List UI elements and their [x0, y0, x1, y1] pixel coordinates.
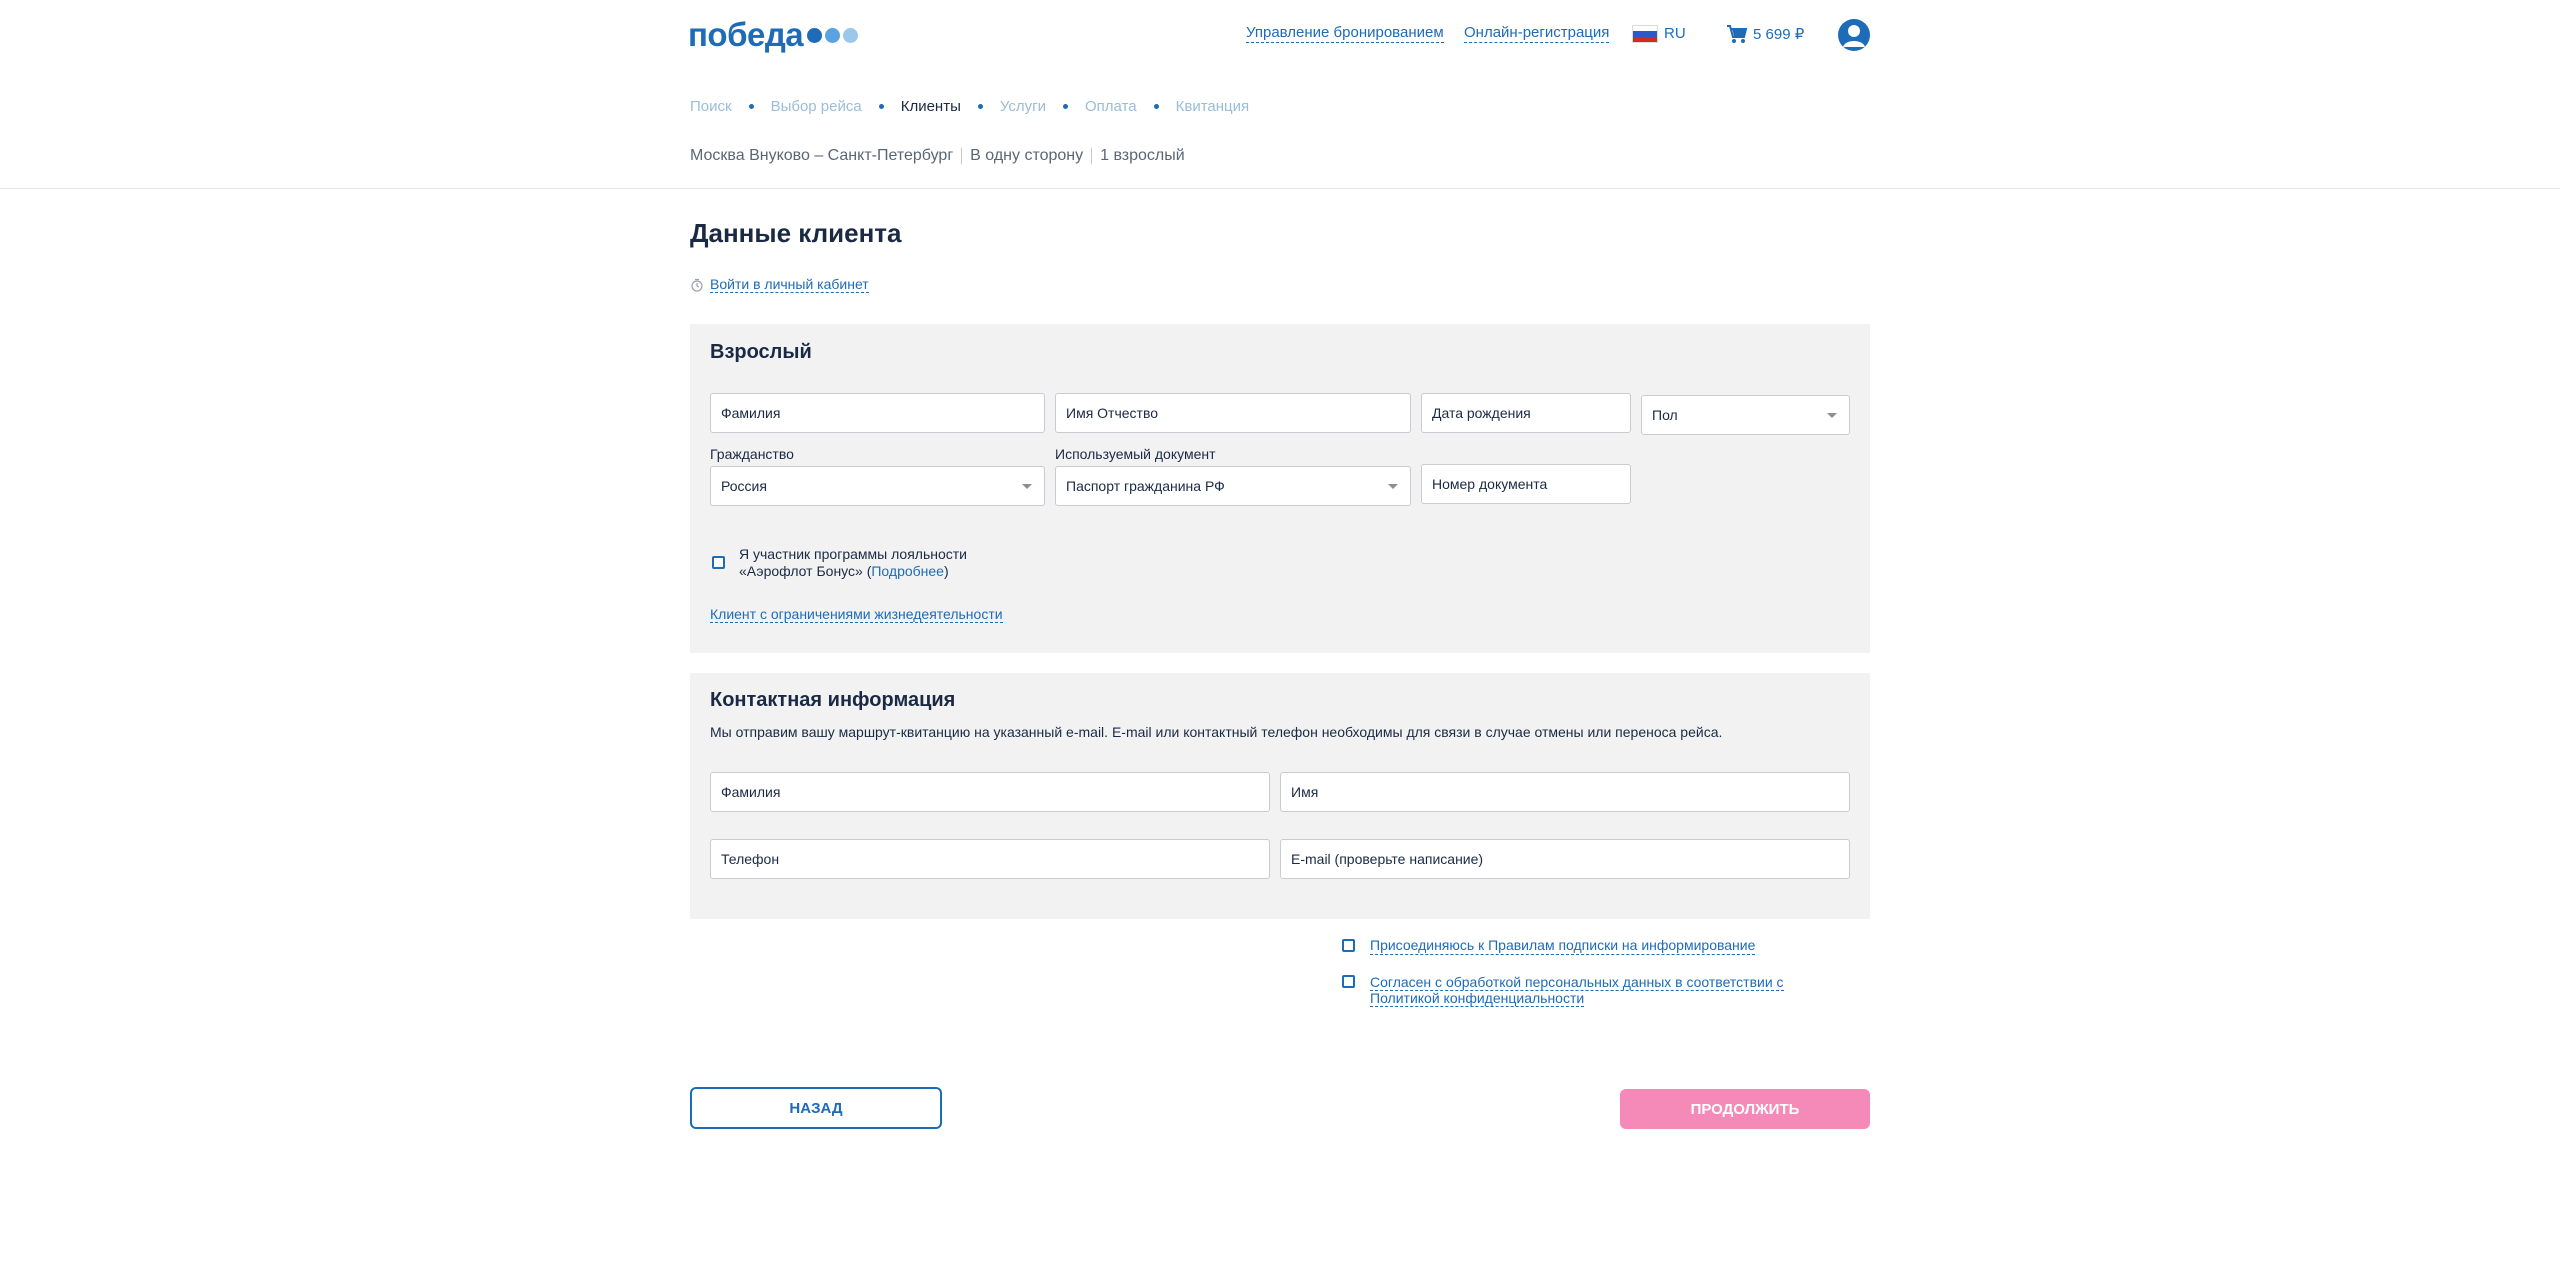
route-direction: Москва Внуково – Санкт-Петербург — [690, 147, 954, 164]
route-trip-type: В одну сторону — [970, 147, 1084, 164]
step-search[interactable]: Поиск — [690, 98, 732, 115]
chevron-down-icon — [1022, 484, 1032, 489]
document-number-placeholder: Номер документа — [1432, 476, 1548, 492]
last-name-placeholder: Фамилия — [721, 405, 781, 421]
contact-panel — [690, 673, 1870, 919]
step-services: Услуги — [999, 98, 1047, 115]
loyalty-text-prefix: «Аэрофлот Бонус» ( — [739, 563, 872, 579]
citizenship-value: Россия — [721, 478, 767, 494]
email-placeholder: E-mail (проверьте написание) — [1291, 851, 1484, 867]
step-separator — [1063, 104, 1068, 109]
step-clients: Клиенты — [900, 98, 961, 115]
logo-dot — [843, 28, 858, 43]
user-icon[interactable] — [1838, 19, 1870, 51]
chevron-down-icon — [1827, 413, 1837, 418]
russia-flag-icon[interactable] — [1632, 25, 1658, 43]
loyalty-text-line1: Я участник программы лояльности — [739, 546, 967, 562]
logo-dot — [825, 28, 840, 43]
privacy-text-line2[interactable]: Политикой конфиденциальности — [1370, 990, 1585, 1006]
subscription-checkbox[interactable] — [1342, 939, 1355, 952]
adult-panel — [690, 324, 1870, 653]
clock-icon — [690, 278, 704, 292]
loyalty-text-line2 — [739, 563, 967, 580]
subscription-link[interactable]: Присоединяюсь к Правилам подписки на информирование — [1370, 937, 1756, 953]
document-value: Паспорт гражданина РФ — [1066, 478, 1225, 494]
email-input[interactable] — [1280, 839, 1850, 879]
privacy-label[interactable] — [1370, 974, 1784, 1006]
adult-panel-title: Взрослый — [710, 341, 812, 363]
route-passengers: 1 взрослый — [1100, 147, 1185, 164]
last-name-input[interactable] — [710, 393, 1045, 433]
citizenship-select[interactable] — [710, 466, 1045, 506]
page-title: Данные клиента — [690, 218, 902, 248]
step-separator — [1154, 104, 1159, 109]
privacy-checkbox[interactable] — [1342, 975, 1355, 988]
first-name-placeholder: Имя Отчество — [1066, 405, 1159, 421]
loyalty-more-link[interactable]: Подробнее — [871, 563, 944, 579]
contact-last-name-placeholder: Фамилия — [721, 784, 781, 800]
privacy-text-line1[interactable]: Согласен с обработкой персональных данных в соответствии с — [1370, 974, 1784, 990]
loyalty-label — [739, 546, 967, 580]
contact-description: Мы отправим вашу маршрут-квитанцию на указанный e-mail. E-mail или контактный телефон необходимы для связи в случае отмены или переноса рейса. — [710, 724, 1723, 740]
loyalty-text-suffix: ) — [943, 563, 949, 579]
document-number-input[interactable] — [1421, 464, 1631, 504]
birth-date-input[interactable] — [1421, 393, 1631, 433]
step-flight-selection[interactable]: Выбор рейса — [770, 98, 862, 115]
divider — [961, 148, 962, 164]
document-select[interactable] — [1055, 466, 1411, 506]
citizenship-label: Гражданство — [710, 446, 794, 462]
phone-placeholder: Телефон — [721, 851, 780, 867]
step-receipt: Квитанция — [1175, 98, 1250, 115]
cart-price[interactable]: 5 699 ₽ — [1753, 26, 1805, 43]
login-link-row — [690, 276, 869, 293]
header-divider — [0, 188, 2560, 189]
manage-booking-link[interactable]: Управление бронированием — [1246, 24, 1444, 41]
document-label: Используемый документ — [1055, 446, 1216, 462]
step-separator — [749, 104, 754, 109]
contact-first-name-input[interactable] — [1280, 772, 1850, 812]
continue-button[interactable]: ПРОДОЛЖИТЬ — [1620, 1089, 1870, 1129]
first-name-input[interactable] — [1055, 393, 1411, 433]
pobeda-logo[interactable] — [688, 17, 858, 53]
divider — [1091, 148, 1092, 164]
gender-select[interactable] — [1641, 395, 1850, 435]
birth-date-placeholder: Дата рождения — [1432, 405, 1531, 421]
online-checkin-link[interactable]: Онлайн-регистрация — [1464, 24, 1610, 41]
login-link[interactable]: Войти в личный кабинет — [710, 276, 869, 292]
phone-input[interactable] — [710, 839, 1270, 879]
route-summary — [690, 147, 1185, 165]
step-payment: Оплата — [1085, 98, 1137, 115]
chevron-down-icon — [1388, 484, 1398, 489]
contact-panel-title: Контактная информация — [710, 689, 956, 711]
loyalty-checkbox[interactable] — [712, 556, 725, 569]
gender-placeholder: Пол — [1652, 407, 1678, 423]
step-separator — [978, 104, 983, 109]
logo-text: победа — [688, 16, 804, 53]
contact-first-name-placeholder: Имя — [1291, 784, 1319, 800]
booking-steps — [690, 98, 1249, 115]
language-selector[interactable]: RU — [1664, 25, 1686, 42]
logo-dot — [807, 28, 822, 43]
disability-link[interactable]: Клиент с ограничениями жизнедеятельности — [710, 606, 1003, 622]
step-separator — [879, 104, 884, 109]
contact-last-name-input[interactable] — [710, 772, 1270, 812]
cart-icon[interactable] — [1726, 24, 1748, 44]
back-button[interactable]: НАЗАД — [690, 1087, 942, 1129]
